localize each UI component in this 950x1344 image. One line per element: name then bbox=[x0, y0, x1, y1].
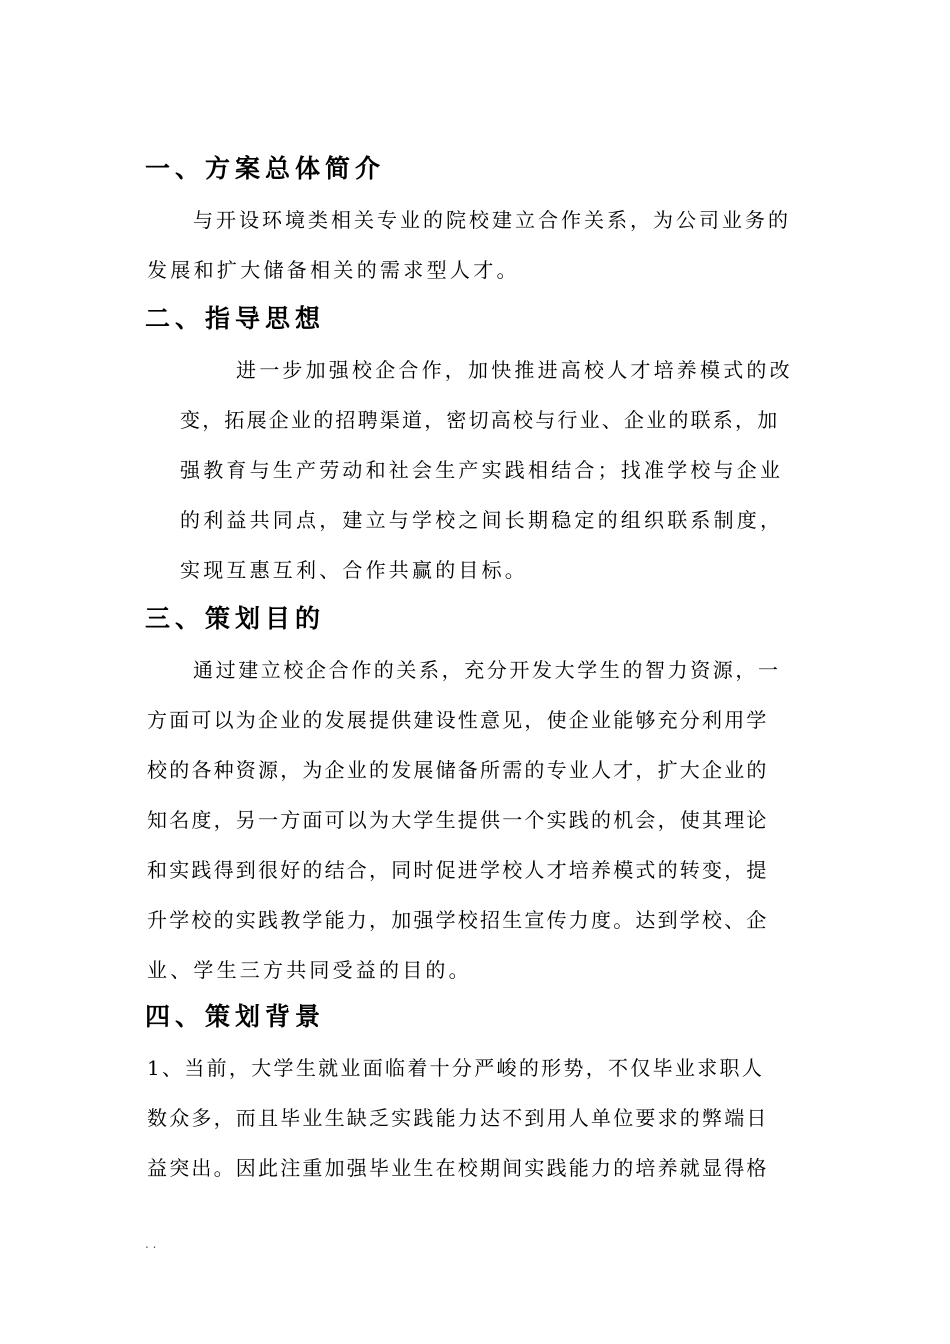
paragraph-line: 业、学生三方共同受益的目的。 bbox=[147, 958, 472, 982]
paragraph-line: 知名度，另一方面可以为大学生提供一个实践的机会，使其理论 bbox=[147, 808, 769, 832]
paragraph-line: 校的各种资源，为企业的发展储备所需的专业人才，扩大企业的 bbox=[147, 758, 769, 782]
paragraph-line: 实现互惠互利、合作共赢的目标。 bbox=[180, 558, 528, 582]
paragraph-line: 强教育与生产劳动和社会生产实践相结合；找准学校与企业 bbox=[180, 458, 784, 482]
paragraph-line: 发展和扩大储备相关的需求型人才。 bbox=[147, 258, 520, 282]
section-heading-background: 四、策划背景 bbox=[145, 1002, 326, 1031]
paragraph-line: 变，拓展企业的招聘渠道，密切高校与行业、企业的联系，加 bbox=[180, 408, 780, 432]
paragraph-line: 进一步加强校企合作，加快推进高校人才培养模式的改 bbox=[236, 358, 793, 382]
footer-mark: . . bbox=[145, 1237, 157, 1251]
paragraph-line: 的利益共同点，建立与学校之间长期稳定的组织联系制度， bbox=[180, 508, 784, 532]
paragraph-line: 和实践得到很好的结合，同时促进学校人才培养模式的转变，提 bbox=[147, 858, 769, 882]
paragraph-line: 与开设环境类相关专业的院校建立合作关系，为公司业务的 bbox=[193, 208, 791, 232]
paragraph-line: 通过建立校企合作的关系，充分开发大学生的智力资源，一 bbox=[193, 658, 781, 682]
paragraph-line: 升学校的实践教学能力，加强学校招生宣传力度。达到学校、企 bbox=[147, 908, 769, 932]
paragraph-line: 1、当前，大学生就业面临着十分严峻的形势，不仅毕业求职人 bbox=[147, 1056, 765, 1080]
section-heading-overview: 一、方案总体简介 bbox=[145, 154, 386, 183]
section-heading-guiding-thought: 二、指导思想 bbox=[145, 304, 326, 333]
paragraph-line: 益突出。因此注重加强毕业生在校期间实践能力的培养就显得格 bbox=[147, 1156, 769, 1180]
paragraph-line: 数众多，而且毕业生缺乏实践能力达不到用人单位要求的弊端日 bbox=[147, 1106, 769, 1130]
section-heading-purpose: 三、策划目的 bbox=[145, 604, 326, 633]
paragraph-line: 方面可以为企业的发展提供建设性意见，使企业能够充分利用学 bbox=[147, 708, 769, 732]
